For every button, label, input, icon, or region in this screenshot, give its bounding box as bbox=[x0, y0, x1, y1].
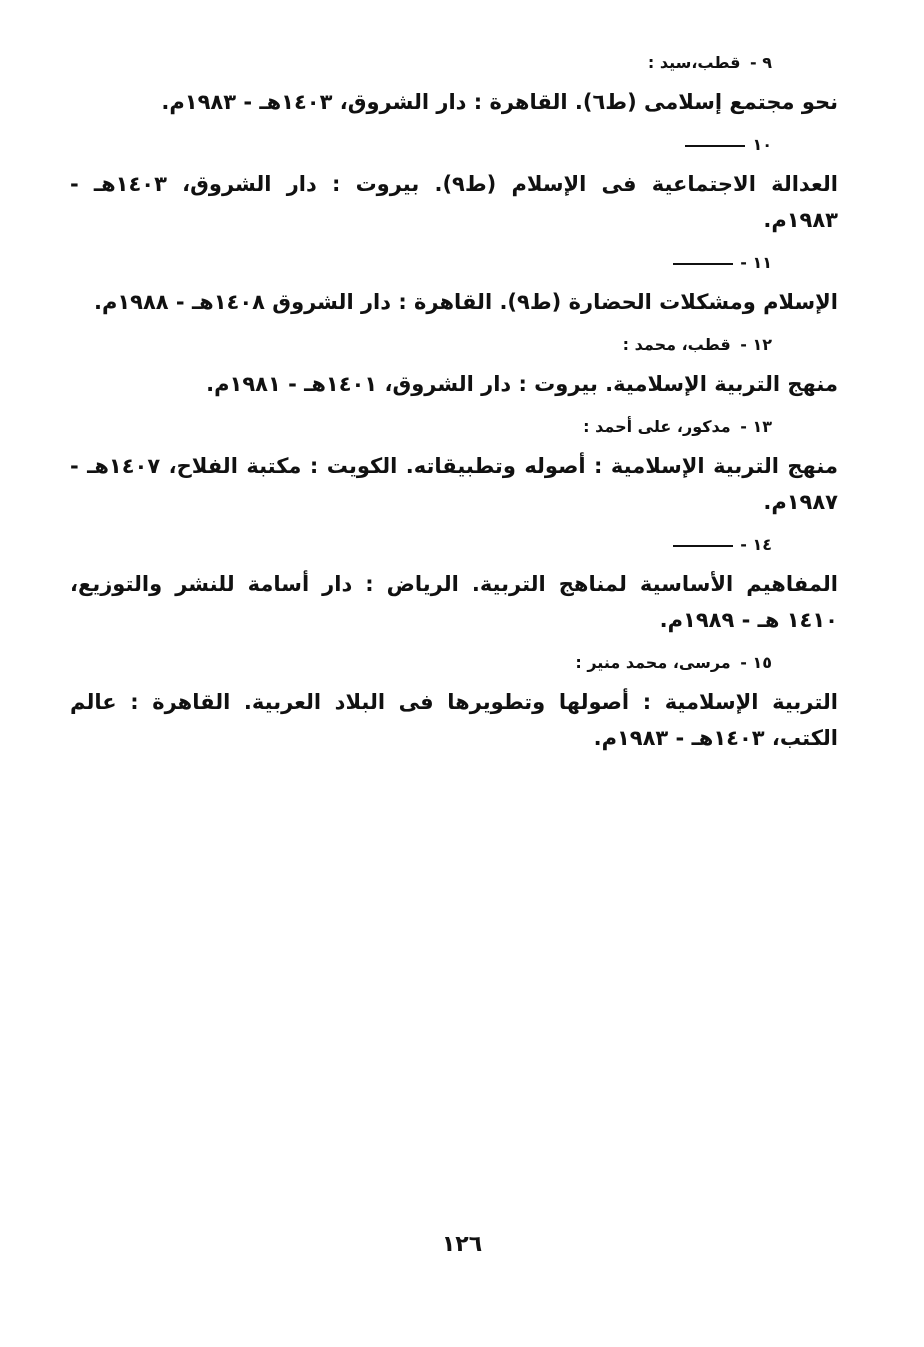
page-number: ١٢٦ bbox=[441, 1232, 483, 1257]
entry-heading bbox=[70, 52, 838, 74]
entry-citation: نحو مجتمع إسلامى (ط٦). القاهرة : دار الشروق، ١٤٠٣هـ - ١٩٨٣م. bbox=[161, 90, 838, 114]
entry-author: مرسى، محمد منير : bbox=[575, 653, 731, 672]
entry-heading bbox=[70, 334, 838, 356]
bibliography-entry-14 bbox=[70, 534, 838, 638]
entry-citation: الإسلام ومشكلات الحضارة (ط٩). القاهرة : دار الشروق ١٤٠٨هـ - ١٩٨٨م. bbox=[93, 290, 838, 314]
entry-citation: التربية الإسلامية : أصولها وتطويرها فى البلاد العربية. القاهرة : عالم الكتب، ١٤٠٣هـ - ١٩٨٣م. bbox=[70, 690, 838, 750]
entry-number: ٩ - bbox=[750, 53, 772, 72]
entry-heading bbox=[70, 652, 838, 674]
entry-heading bbox=[70, 416, 838, 438]
entry-heading bbox=[70, 134, 838, 156]
entry-number: ١٢ - bbox=[740, 335, 772, 354]
bibliography-entry-15 bbox=[70, 652, 838, 756]
entry-citation: منهج التربية الإسلامية. بيروت : دار الشروق، ١٤٠١هـ - ١٩٨١م. bbox=[206, 372, 838, 396]
bibliography-entry-9 bbox=[70, 52, 838, 120]
entry-citation: العدالة الاجتماعية فى الإسلام (ط٩). بيروت : دار الشروق، ١٤٠٣هـ - ١٩٨٣م. bbox=[70, 172, 838, 232]
bibliography-entry-12 bbox=[70, 334, 838, 402]
bibliography-entry-13 bbox=[70, 416, 838, 520]
entry-citation: منهج التربية الإسلامية : أصوله وتطبيقاته. الكويت : مكتبة الفلاح، ١٤٠٧هـ - ١٩٨٧م. bbox=[70, 454, 838, 514]
same-author-dash bbox=[673, 545, 733, 547]
entry-citation: المفاهيم الأساسية لمناهج التربية. الرياض : دار أسامة للنشر والتوزيع، ١٤١٠ هـ - ١٩٨٩م. bbox=[70, 572, 838, 632]
bibliography-page bbox=[70, 52, 838, 1282]
bibliography-entry-11 bbox=[70, 252, 838, 320]
entry-number: ١٣ - bbox=[740, 417, 772, 436]
same-author-dash bbox=[673, 263, 733, 265]
same-author-dash bbox=[685, 145, 745, 147]
entry-number: ١٥ - bbox=[740, 653, 772, 672]
entry-author: قطب، محمد : bbox=[622, 335, 731, 354]
entry-author: مدكور، على أحمد : bbox=[583, 417, 731, 436]
entry-number: ١٠ bbox=[752, 135, 772, 154]
entry-heading bbox=[70, 252, 838, 274]
entry-author: قطب،سيد : bbox=[647, 53, 741, 72]
entry-number: ١٤ - bbox=[740, 535, 772, 554]
entry-number: ١١ - bbox=[740, 253, 772, 272]
bibliography-entry-10 bbox=[70, 134, 838, 238]
entry-heading bbox=[70, 534, 838, 556]
